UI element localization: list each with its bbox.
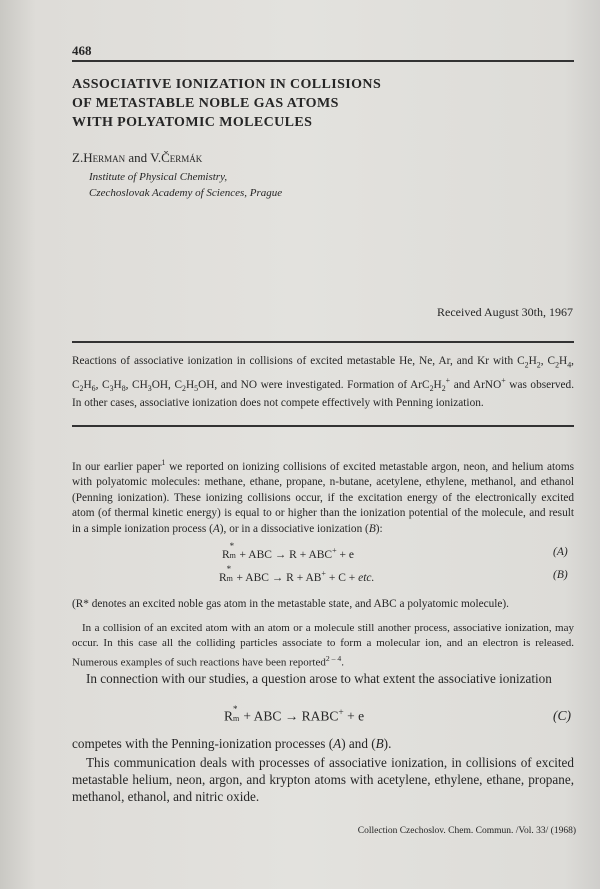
- title-line: ASSOCIATIVE IONIZATION IN COLLISIONS: [72, 77, 382, 92]
- header-rule: [72, 60, 574, 62]
- author-name: Herman: [83, 150, 126, 165]
- affiliation: Institute of Physical Chemistry, Czechoslovak Academy of Sciences, Prague: [89, 171, 283, 199]
- abstract-top-rule: [72, 341, 574, 343]
- abstract-bottom-rule: [72, 425, 574, 427]
- page-number: 468: [72, 43, 92, 58]
- paragraph-communication: This communication deals with processes of associative ionization, in collisions of excited metastable helium, neon, argon, and krypton atoms with acetylene, ethylene, ethane, propane, methanol, ethanol, and nitric oxide.: [72, 755, 574, 804]
- paragraph-competes: competes with the Penning-ionization processes (A) and (B).: [72, 736, 392, 751]
- abstract: Reactions of associative ionization in collisions of excited metastable He, Ne, Ar, and Kr with $C_2H_2$, $C_2H_4$, $C_2H_6$, $C_3H_8$, $CH_3OH$, $C_2H_5OH$, and NO were investigated. Formation of $ArC_2H_2^+$ and ArNO+ was observed. In other cases, associative ionization does not compete effectively with Penning ionization.: [72, 355, 575, 410]
- equation-A-label: (A): [553, 546, 568, 558]
- equation-B-label: (B): [553, 569, 568, 581]
- equation-B: R * m + ABC → R + AB+ + C + etc.: [219, 563, 375, 584]
- paragraph-intro: In our earlier paper$^1$ we reported on ionizing collisions of excited metastable argon, neon, and helium atoms with polyatomic molecules: methane, ethane, propane, n-butane, acetylene, ethylene, methanol, and ethanol (Penning ionization). These ionizing collisions occur, if the excitation energy of the electronically excited atom (of thermal kinetic energy) is equal to or higher than the ionization potential of the molecule, and result in a simple ionization process (A), or in a dissociative ionization (B):: [72, 458, 575, 535]
- paragraph-associative: In a collision of an excited atom with an atom or a molecule still another process, associative ionization, may occur. In this case all the colliding particles associate to form a molecular ion, and an electron is released. Numerous examples of such reactions have been reported$^{2 - 4}$.: [72, 622, 574, 669]
- article-title: [72, 75, 381, 132]
- title-line: OF METASTABLE NOBLE GAS ATOMS: [72, 96, 339, 111]
- equation-C-label: (C): [553, 708, 571, 723]
- journal-footer: Collection Czechoslov. Chem. Commun. /Vol. 33/ (1968): [357, 826, 576, 836]
- title-line: WITH POLYATOMIC MOLECULES: [72, 115, 313, 130]
- paragraph-question: In connection with our studies, a question arose to what extent the associative ionization: [86, 671, 552, 686]
- authors: Z.Herman and V.Čermák: [72, 150, 203, 165]
- notation-note: (R* denotes an excited noble gas atom in the metastable state, and ABC a polyatomic molecule).: [72, 598, 510, 610]
- received-date: Received August 30th, 1967: [437, 305, 573, 319]
- equation-A: R * m + ABC → R + ABC+ + e: [222, 540, 354, 561]
- equation-C: R * m + ABC → RABC+ + e: [224, 703, 365, 724]
- author-name: Čermák: [161, 150, 203, 165]
